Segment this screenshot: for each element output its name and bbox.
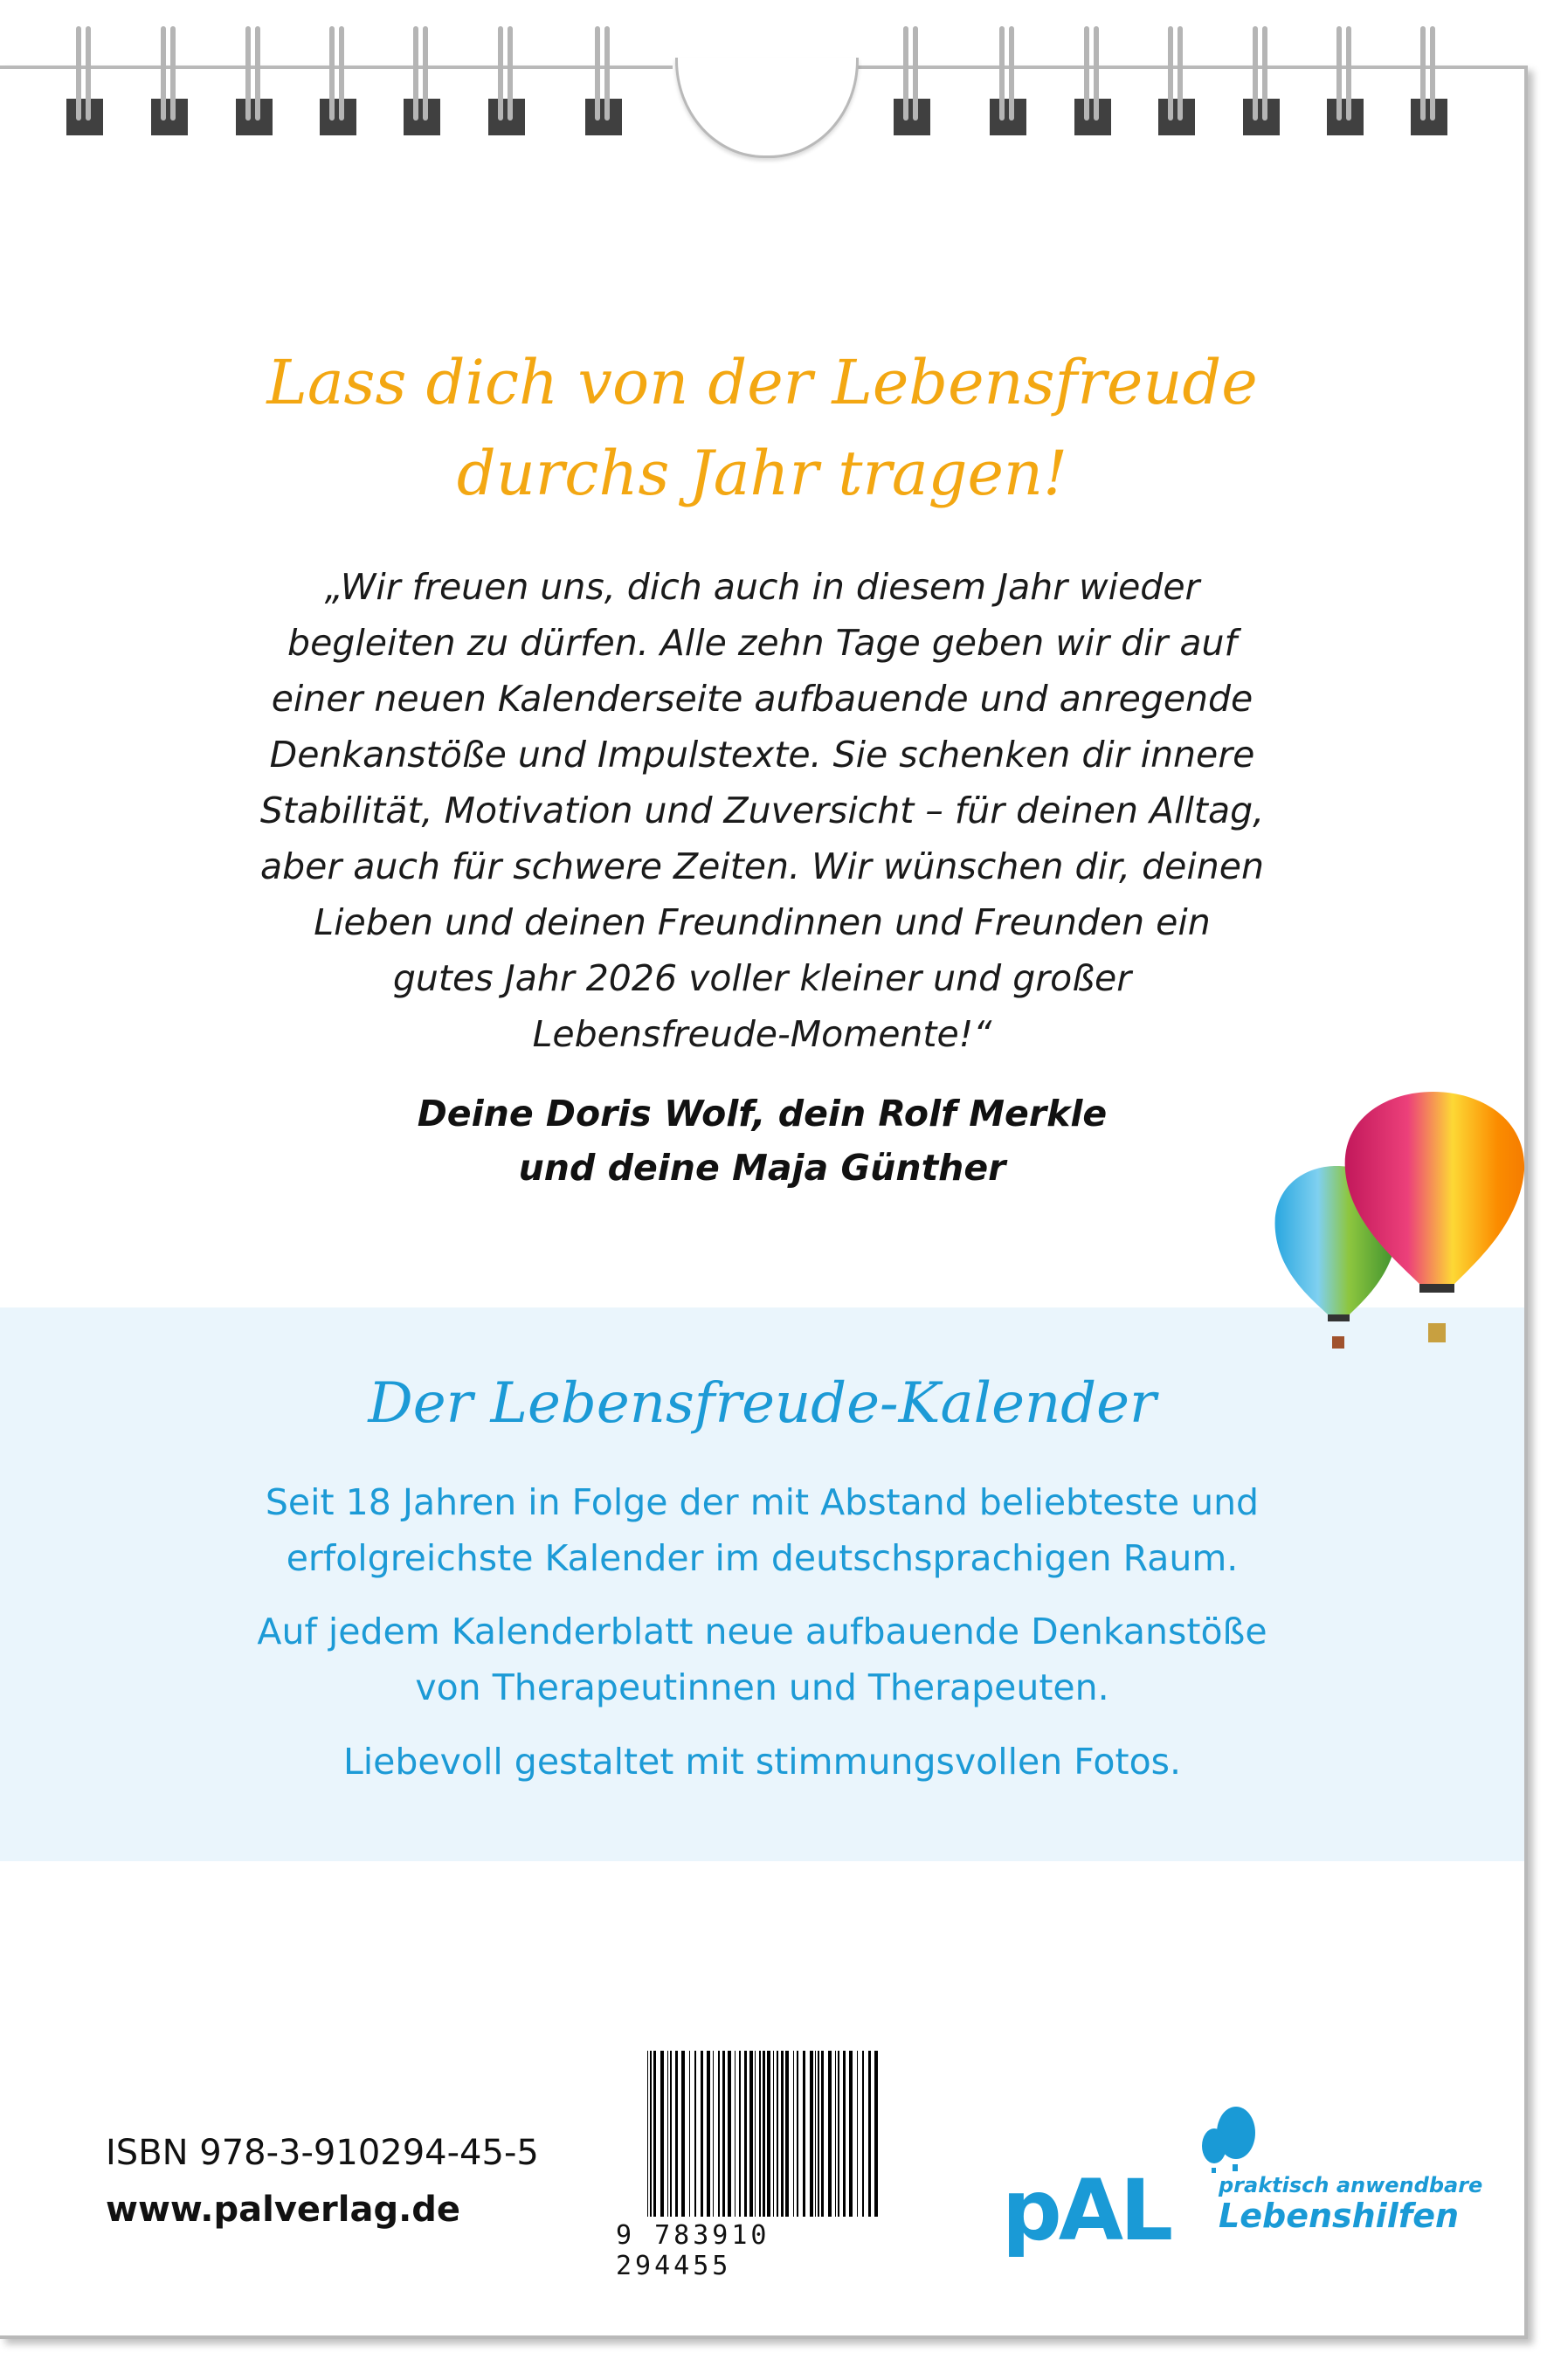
spiral-ring [488, 26, 525, 135]
barcode-bar [739, 2051, 741, 2217]
signature-line: Deine Doris Wolf, dein Rolf Merkle [417, 1093, 1108, 1135]
band-line: Auf jedem Kalenderblatt neue aufbauende Denkanstöße [257, 1611, 1267, 1652]
barcode-bar [718, 2051, 720, 2217]
spiral-ring [1158, 26, 1195, 135]
barcode-bar [849, 2051, 853, 2217]
barcode-bar [828, 2051, 832, 2217]
barcode-bar [868, 2051, 871, 2217]
barcode-bar [763, 2051, 765, 2217]
barcode-bar [755, 2051, 756, 2217]
barcode-bar [838, 2051, 839, 2217]
barcode-bar [650, 2051, 652, 2217]
quote-text [218, 559, 1306, 1062]
page-title [0, 337, 1524, 519]
barcode-bar [797, 2051, 798, 2217]
quote-line: Stabilität, Motivation und Zuversicht – für deinen Alltag, [259, 790, 1265, 831]
barcode-bar [689, 2051, 690, 2217]
spiral-ring [1411, 26, 1447, 135]
spiral-ring [585, 26, 622, 135]
barcode-bar [821, 2051, 824, 2217]
barcode-bar [803, 2051, 805, 2217]
spiral-ring [894, 26, 930, 135]
band-paragraph-1 [175, 1474, 1350, 1586]
spiral-ring [1243, 26, 1280, 135]
barcode-bar [722, 2051, 725, 2217]
barcode-bar [862, 2051, 864, 2217]
barcode-bar [818, 2051, 819, 2217]
quote-line: einer neuen Kalenderseite aufbauende und anregende [271, 678, 1253, 720]
spiral-ring [990, 26, 1026, 135]
title-line: Lass dich von der Lebensfreude [266, 347, 1258, 418]
barcode [646, 2051, 881, 2245]
band-title: Der Lebensfreude-Kalender [368, 1371, 1157, 1436]
barcode-bar [777, 2051, 778, 2217]
barcode-bar [653, 2051, 656, 2217]
barcode-bar [744, 2051, 747, 2217]
quote-line: Denkanstöße und Impulstexte. Sie schenken dir innere [269, 734, 1255, 776]
logo-tagline: Lebenshilfen [1219, 2197, 1460, 2235]
spiral-ring [320, 26, 356, 135]
barcode-bar [785, 2051, 789, 2217]
band-line: von Therapeutinnen und Therapeuten. [415, 1666, 1109, 1708]
signature [218, 1087, 1306, 1195]
barcode-bar [713, 2051, 714, 2217]
barcode-bar [701, 2051, 703, 2217]
barcode-bar [773, 2051, 774, 2217]
spiral-ring [151, 26, 188, 135]
spiral-ring [66, 26, 103, 135]
quote-line: gutes Jahr 2026 voller kleiner und großer [392, 957, 1132, 999]
signature-line: und deine Maja Günther [518, 1147, 1006, 1189]
publisher-logo: pAL [1002, 2162, 1171, 2259]
quote-line: aber auch für schwere Zeiten. Wir wünschen dir, deinen [260, 845, 1264, 887]
barcode-bar [843, 2051, 846, 2217]
barcode-bar [694, 2051, 696, 2217]
website-link[interactable]: www.palverlag.de [106, 2190, 461, 2230]
barcode-bar [815, 2051, 816, 2217]
title-line: durchs Jahr tragen! [456, 438, 1068, 509]
spiral-ring [1074, 26, 1111, 135]
isbn: ISBN 978-3-910294-45-5 [106, 2133, 539, 2173]
spiral-ring [236, 26, 273, 135]
barcode-bar [728, 2051, 731, 2217]
barcode-bar [647, 2051, 648, 2217]
barcode-bar [767, 2051, 770, 2217]
barcode-bar [735, 2051, 736, 2217]
band-line: Seit 18 Jahren in Folge der mit Abstand beliebteste und [265, 1481, 1260, 1523]
spiral-ring [404, 26, 440, 135]
barcode-bar [835, 2051, 836, 2217]
spiral-ring [1327, 26, 1364, 135]
quote-line: Lieben und deinen Freundinnen und Freunden ein [314, 901, 1211, 943]
barcode-bar [681, 2051, 685, 2217]
barcode-bar [874, 2051, 878, 2217]
logo-tagline: praktisch anwendbare [1219, 2173, 1483, 2197]
barcode-bar [660, 2051, 664, 2217]
quote-line: „Wir freuen uns, dich auch in diesem Jahr wieder [324, 566, 1200, 608]
band-paragraph-3: Liebevoll gestaltet mit stimmungsvollen Fotos. [342, 1741, 1182, 1783]
barcode-bar [781, 2051, 784, 2217]
barcode-bar [670, 2051, 672, 2217]
barcode-number: 9 783910 294455 [616, 2220, 770, 2281]
barcode-bar [793, 2051, 794, 2217]
barcode-bar [810, 2051, 813, 2217]
barcode-bar [749, 2051, 753, 2217]
barcode-bar [707, 2051, 710, 2217]
barcode-bar [675, 2051, 678, 2217]
quote-line: Lebensfreude-Momente!“ [532, 1013, 992, 1055]
barcode-bar [667, 2051, 668, 2217]
barcode-bar [857, 2051, 858, 2217]
quote-line: begleiten zu dürfen. Alle zehn Tage geben wir dir auf [287, 622, 1237, 664]
band-paragraph-2 [175, 1604, 1350, 1715]
band-line: erfolgreichste Kalender im deutschsprachigen Raum. [286, 1537, 1239, 1579]
barcode-bar [759, 2051, 761, 2217]
hot-air-balloons-image [1267, 1074, 1529, 1415]
